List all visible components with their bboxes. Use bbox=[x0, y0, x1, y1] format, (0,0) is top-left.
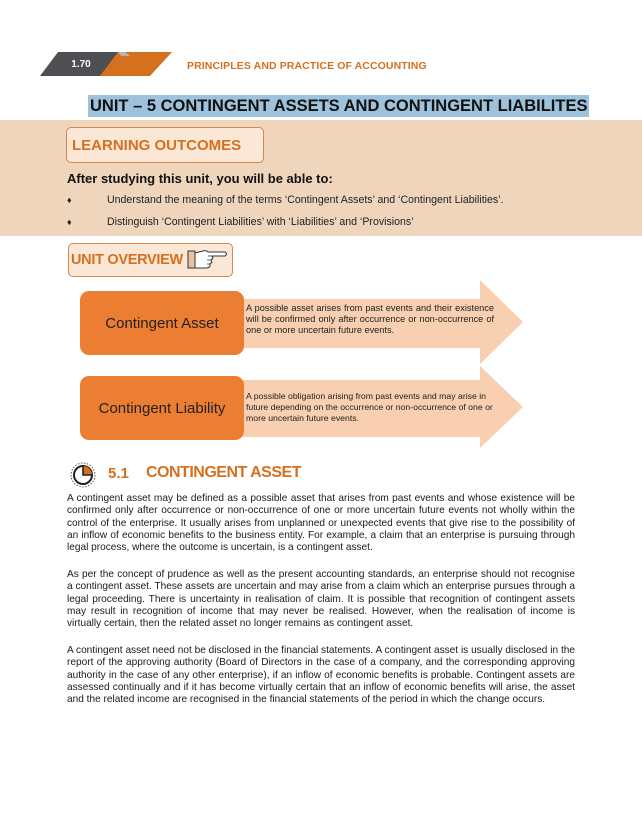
learning-outcome-text: Understand the meaning of the terms ‘Contingent Assets’ and ‘Contingent Liabilities’. bbox=[107, 194, 504, 206]
overview-description: A possible obligation arising from past events and may arise in future depending on the occurrence or non-occurrence of one or more uncertain future events. bbox=[246, 391, 493, 423]
learning-outcome-item bbox=[67, 216, 414, 228]
learning-outcomes-intro: After studying this unit, you will be able to: bbox=[67, 171, 333, 186]
pointing-hand-icon bbox=[187, 248, 231, 272]
pie-clock-icon bbox=[67, 461, 99, 489]
section-number: 5.1 bbox=[108, 465, 129, 482]
diamond-bullet-icon: ♦ bbox=[67, 195, 72, 205]
diamond-bullet-icon: ♦ bbox=[67, 217, 72, 227]
overview-label: Contingent Liability bbox=[80, 376, 244, 440]
learning-outcome-text: Distinguish ‘Contingent Liabilities’ with ‘Liabilities’ and ‘Provisions’ bbox=[107, 216, 414, 228]
unit-title: UNIT – 5 CONTINGENT ASSETS AND CONTINGENT LIABILITES bbox=[90, 97, 588, 115]
body-paragraph: As per the concept of prudence as well as the present accounting standards, an enterprise should not recognise a contingent asset. These assets are uncertain and may arise from a claim which an enterprise pursues through a legal proceeding. There is uncertainty in realisation of claim. It is possible that recognition of contingent assets may result in recognition of income that may never be realised. However, when the realisation of income is virtually certain, then the related asset no longer remains as contingent asset. bbox=[67, 569, 575, 630]
unit-overview-heading: UNIT OVERVIEW bbox=[71, 252, 183, 268]
overview-label: Contingent Asset bbox=[80, 291, 244, 355]
learning-outcomes-heading-box bbox=[66, 127, 264, 163]
unit-overview-heading-box bbox=[68, 243, 233, 277]
body-paragraph: A contingent asset need not be disclosed in the financial statements. A contingent asset is usually disclosed in the report of the approving authority (Board of Directors in the case of a company, and the corresponding approving authority in the case of any other enterprise), if an inflow of economic benefits is probable. Contingent assets are assessed continually and if it has become virtually certain that an inflow of economic benefits will arise, the asset and the related income are recognised in the financial statements of the period in which the change occurs. bbox=[67, 645, 575, 706]
book-title: PRINCIPLES AND PRACTICE OF ACCOUNTING bbox=[187, 60, 427, 72]
learning-outcomes-heading: LEARNING OUTCOMES bbox=[72, 137, 242, 154]
body-paragraph: A contingent asset may be defined as a possible asset that arises from past events and whose existence will be confirmed only after occurrence or non-occurrence of one or more uncertain future events not wholly within the control of the enterprise. It usually arises from unplanned or unexpected events that give rise to the possibility of an inflow of economic benefits to the business entity. For example, a claim that an enterprise is pursuing through legal process, where the outcome is uncertain, is a contingent asset. bbox=[67, 493, 575, 554]
overview-item-contingent-asset bbox=[80, 280, 525, 368]
overview-description: A possible asset arises from past events and their existence will be confirmed only after occurrence or non-occurrence of one or more uncertain future events. bbox=[246, 303, 494, 335]
page-number: 1.70 bbox=[71, 59, 91, 70]
learning-outcome-item bbox=[67, 194, 504, 206]
section-title: CONTINGENT ASSET bbox=[146, 464, 301, 481]
overview-item-contingent-liability bbox=[80, 363, 525, 451]
